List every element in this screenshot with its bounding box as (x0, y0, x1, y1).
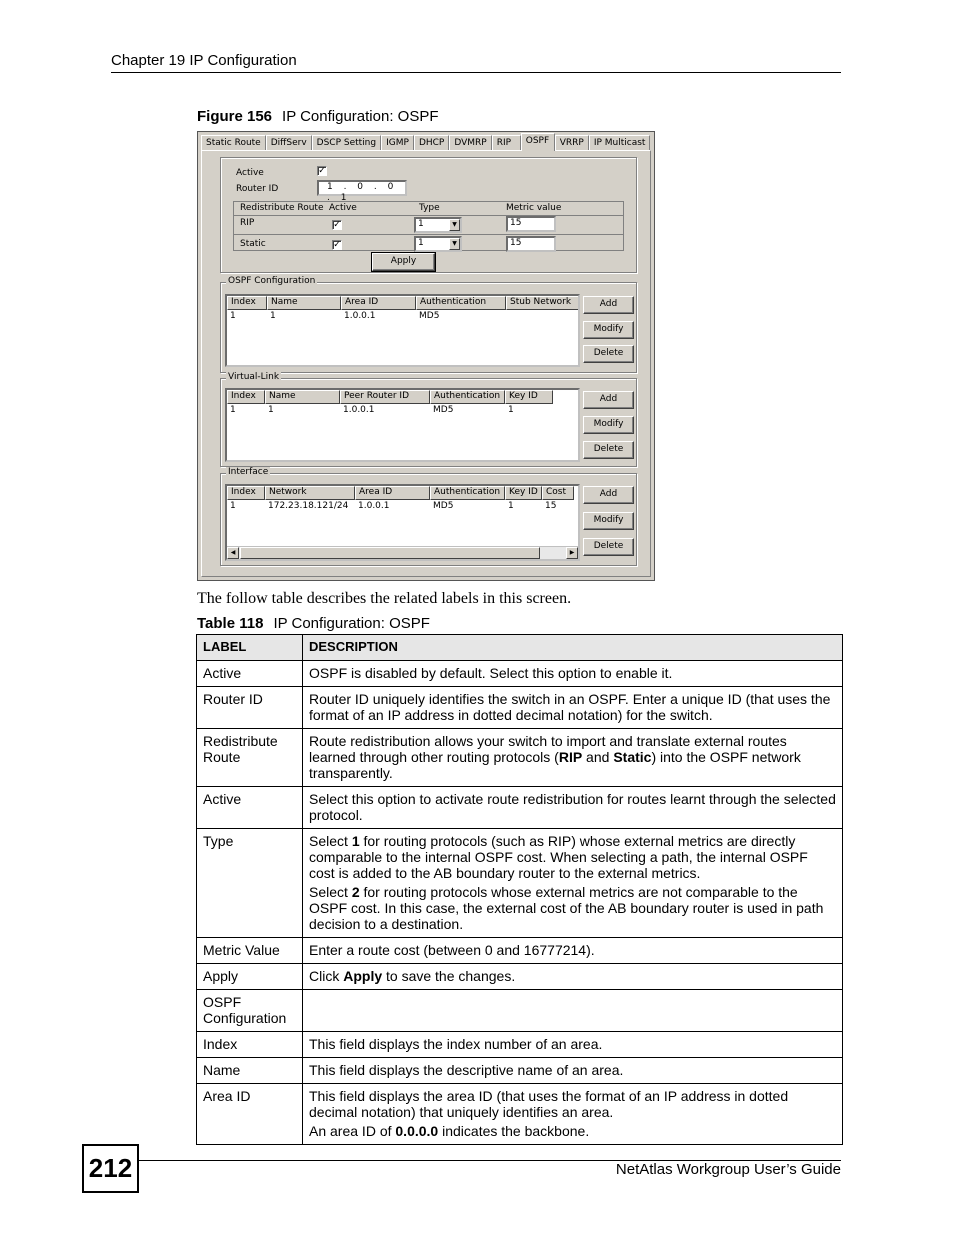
apply-button[interactable]: Apply (372, 253, 435, 271)
description-column-header: DESCRIPTION (303, 635, 843, 661)
col-index[interactable]: Index (227, 296, 267, 310)
label-column-header: LABEL (197, 635, 303, 661)
desc-paragraph: This field displays the area ID (that uses the format of an IP address in dotted decimal notation) that uniquely identifies an area. (309, 1088, 789, 1120)
scroll-thumb[interactable] (240, 547, 540, 559)
area-list-header (227, 296, 580, 310)
cell-name: 1 (270, 311, 276, 321)
tab-vrrp[interactable]: VRRP (555, 135, 589, 151)
desc-part: Select (309, 833, 352, 849)
desc-bold: Static (613, 749, 652, 765)
ospf-configuration-group (220, 276, 637, 373)
interface-list-header (227, 486, 574, 500)
cell-index: 1 (230, 405, 236, 415)
cell-index: 1 (230, 501, 236, 511)
row-label: Active (197, 661, 303, 687)
cell-key-id: 1 (508, 405, 514, 415)
table-row (197, 1084, 843, 1145)
desc-part: for routing protocols whose external metrics are not comparable to the OSPF cost. In this case, the external cost of the AB boundary router is used in path decision to a destination. (309, 884, 824, 932)
virtual-link-add-button[interactable]: Add (583, 391, 634, 409)
cell-stub-network (506, 311, 580, 323)
area-modify-button[interactable]: Modify (583, 321, 634, 339)
redistribute-static-active-checkbox[interactable]: ✓ (333, 240, 341, 250)
redistribute-table (233, 201, 624, 251)
cell-key-id: 1 (508, 501, 514, 511)
router-id-input[interactable]: 1 . 0 . 0 . 1 (317, 180, 407, 196)
desc-part: and (582, 749, 614, 765)
cell-network: 172.23.18.121/24 (268, 501, 349, 511)
redistribute-static-type-select[interactable] (414, 236, 462, 252)
virtual-link-list[interactable] (225, 388, 580, 462)
virtual-link-list-header (227, 390, 553, 404)
scroll-right-icon[interactable]: ▶ (566, 547, 578, 559)
col-index[interactable]: Index (227, 390, 265, 404)
interface-title: Interface (228, 467, 269, 477)
interface-add-button[interactable]: Add (583, 486, 634, 504)
desc-paragraph (309, 833, 836, 881)
interface-group (220, 467, 637, 566)
cell-cost: 15 (545, 501, 557, 511)
col-authentication[interactable]: Authentication (430, 486, 505, 500)
desc-part: indicates the backbone. (438, 1123, 590, 1139)
horizontal-scrollbar[interactable] (227, 546, 578, 559)
chapter-header: Chapter 19 IP Configuration (111, 52, 297, 69)
row-label: Router ID (197, 687, 303, 729)
table-title: IP Configuration: OSPF (273, 615, 430, 632)
desc-part: Select (309, 884, 352, 900)
col-peer-router-id[interactable]: Peer Router ID (340, 390, 430, 404)
row-label: Active (197, 787, 303, 829)
area-delete-button[interactable]: Delete (583, 345, 634, 363)
col-index[interactable]: Index (227, 486, 265, 500)
table-row[interactable] (227, 501, 574, 513)
desc-bold: 2 (351, 884, 360, 900)
table-row (197, 1032, 843, 1058)
col-area-id[interactable]: Area ID (355, 486, 430, 500)
table-row[interactable] (227, 405, 553, 417)
desc-bold: RIP (558, 749, 583, 765)
desc-part: for routing protocols (such as RIP) whose external metrics are directly comparable to the internal OSPF cost. When selecting a path, the internal OSPF cost is added to the AB boundary router to the external metrics. (309, 833, 808, 881)
cell-name: 1 (268, 405, 274, 415)
row-description (303, 964, 843, 990)
tab-igmp[interactable]: IGMP (381, 135, 414, 151)
row-label: Name (197, 1058, 303, 1084)
virtual-link-delete-button[interactable]: Delete (583, 441, 634, 459)
row-description (303, 1084, 843, 1145)
virtual-link-title: Virtual-Link (228, 372, 280, 382)
guide-title: NetAtlas Workgroup User’s Guide (615, 1161, 841, 1178)
figure-title: IP Configuration: OSPF (282, 108, 439, 125)
table-row (197, 964, 843, 990)
col-authentication[interactable]: Authentication (430, 390, 505, 404)
row-label: Redistribute Route (197, 729, 303, 787)
tab-static-route[interactable]: Static Route (201, 135, 266, 151)
tab-bar (201, 135, 650, 151)
redistribute-rip-type-value: 1 (418, 219, 424, 229)
description-table (196, 634, 843, 1145)
area-list[interactable] (225, 294, 580, 367)
interface-modify-button[interactable]: Modify (583, 512, 634, 530)
redistribute-rip-type-select[interactable] (414, 217, 462, 233)
cell-authentication: MD5 (433, 501, 454, 511)
row-description: Enter a route cost (between 0 and 16777214). (303, 938, 843, 964)
interface-delete-button[interactable]: Delete (583, 538, 634, 556)
row-description: This field displays the index number of an area. (303, 1032, 843, 1058)
cell-index: 1 (230, 311, 236, 321)
tab-dscp-setting[interactable]: DSCP Setting (312, 135, 381, 151)
cell-peer-router-id: 1.0.0.1 (343, 405, 375, 415)
virtual-link-modify-button[interactable]: Modify (583, 416, 634, 434)
row-label: Type (197, 829, 303, 938)
desc-bold: 0.0.0.0 (395, 1123, 439, 1139)
redistribute-rip-metric-input[interactable]: 15 (506, 216, 556, 232)
row-description (303, 829, 843, 938)
dropdown-arrow-icon[interactable]: ▼ (449, 219, 460, 231)
scroll-left-icon[interactable]: ◀ (227, 547, 239, 559)
table-row (197, 787, 843, 829)
redistribute-header (234, 202, 623, 216)
tab-ip-multicast[interactable]: IP Multicast (589, 135, 651, 151)
tab-panel (201, 150, 651, 577)
table-row (197, 829, 843, 938)
redistribute-header-type: Type (419, 203, 440, 213)
tab-diffserv[interactable]: DiffServ (266, 135, 312, 151)
row-description (303, 990, 843, 1032)
desc-part: ) into the OSPF network transparently. (309, 749, 801, 781)
desc-part: An area ID of (309, 1123, 396, 1139)
redistribute-static-metric-input[interactable]: 15 (506, 236, 556, 252)
row-label: OSPF Configuration (197, 990, 303, 1032)
desc-paragraph (309, 884, 836, 932)
ospf-config-screen (197, 131, 655, 581)
router-id-label: Router ID (236, 184, 279, 194)
col-key-id[interactable]: Key ID (505, 486, 542, 500)
virtual-link-group (220, 372, 637, 467)
table-row (197, 1058, 843, 1084)
col-stub-network[interactable]: Stub Network (506, 296, 580, 310)
col-name[interactable]: Name (267, 296, 341, 310)
tab-ospf[interactable]: OSPF (521, 133, 555, 151)
active-label: Active (236, 168, 264, 178)
table-row (197, 938, 843, 964)
page-number: 212 (82, 1144, 139, 1193)
redistribute-header-metric: Metric value (506, 203, 562, 213)
area-add-button[interactable]: Add (583, 296, 634, 314)
row-description: Router ID uniquely identifies the switch in an OSPF. Enter a unique ID (that uses the format of an IP address in dotted decimal notation) for the switch. (303, 687, 843, 729)
col-area-id[interactable]: Area ID (341, 296, 416, 310)
redistribute-header-active: Active (329, 203, 357, 213)
active-checkbox[interactable]: ✓ (318, 166, 326, 176)
ospf-configuration-title: OSPF Configuration (228, 276, 316, 286)
redistribute-static-label: Static (240, 239, 266, 249)
table-caption (197, 615, 430, 632)
interface-list[interactable] (225, 484, 580, 561)
col-authentication[interactable]: Authentication (416, 296, 506, 310)
tab-rip[interactable]: RIP (492, 135, 521, 151)
table-row (197, 687, 843, 729)
redistribute-rip-label: RIP (240, 218, 255, 228)
col-name[interactable]: Name (265, 390, 340, 404)
tab-dvmrp[interactable]: DVMRP (449, 135, 491, 151)
row-description (303, 729, 843, 787)
desc-part: Route redistribution allows your switch to import and translate external routes learned through other routing protocols ( (309, 733, 787, 765)
desc-part: to save the changes. (382, 968, 516, 984)
cell-area-id: 1.0.0.1 (344, 311, 376, 321)
figure-caption (197, 108, 439, 125)
table-number: Table 118 (197, 615, 264, 632)
redistribute-static-type-value: 1 (418, 238, 424, 248)
row-label: Apply (197, 964, 303, 990)
col-cost[interactable]: Cost (542, 486, 574, 500)
header-rule (111, 72, 841, 73)
redistribute-row-divider (234, 234, 623, 235)
row-description: This field displays the descriptive name of an area. (303, 1058, 843, 1084)
redistribute-rip-active-checkbox[interactable]: ✓ (333, 220, 341, 230)
desc-part: Click (309, 968, 344, 984)
figure-number: Figure 156 (197, 108, 273, 125)
ospf-general-group (220, 157, 637, 273)
row-description: Select this option to activate route redistribution for routes learnt through the selected protocol. (303, 787, 843, 829)
desc-bold: 1 (351, 833, 360, 849)
table-row[interactable] (227, 311, 580, 323)
desc-bold: Apply (343, 968, 383, 984)
col-key-id[interactable]: Key ID (505, 390, 553, 404)
col-network[interactable]: Network (265, 486, 355, 500)
desc-paragraph (309, 1123, 836, 1139)
cell-authentication: MD5 (433, 405, 454, 415)
row-label: Area ID (197, 1084, 303, 1145)
dropdown-arrow-icon[interactable]: ▼ (449, 238, 460, 250)
row-label: Index (197, 1032, 303, 1058)
row-label: Metric Value (197, 938, 303, 964)
table-row (197, 661, 843, 687)
table-header-row (197, 635, 843, 661)
table-row (197, 729, 843, 787)
table-row (197, 990, 843, 1032)
row-description: OSPF is disabled by default. Select this option to enable it. (303, 661, 843, 687)
cell-area-id: 1.0.0.1 (358, 501, 390, 511)
cell-authentication: MD5 (419, 311, 440, 321)
tab-dhcp[interactable]: DHCP (414, 135, 449, 151)
intro-text: The follow table describes the related labels in this screen. (197, 590, 572, 607)
redistribute-header-route: Redistribute Route (240, 203, 324, 213)
